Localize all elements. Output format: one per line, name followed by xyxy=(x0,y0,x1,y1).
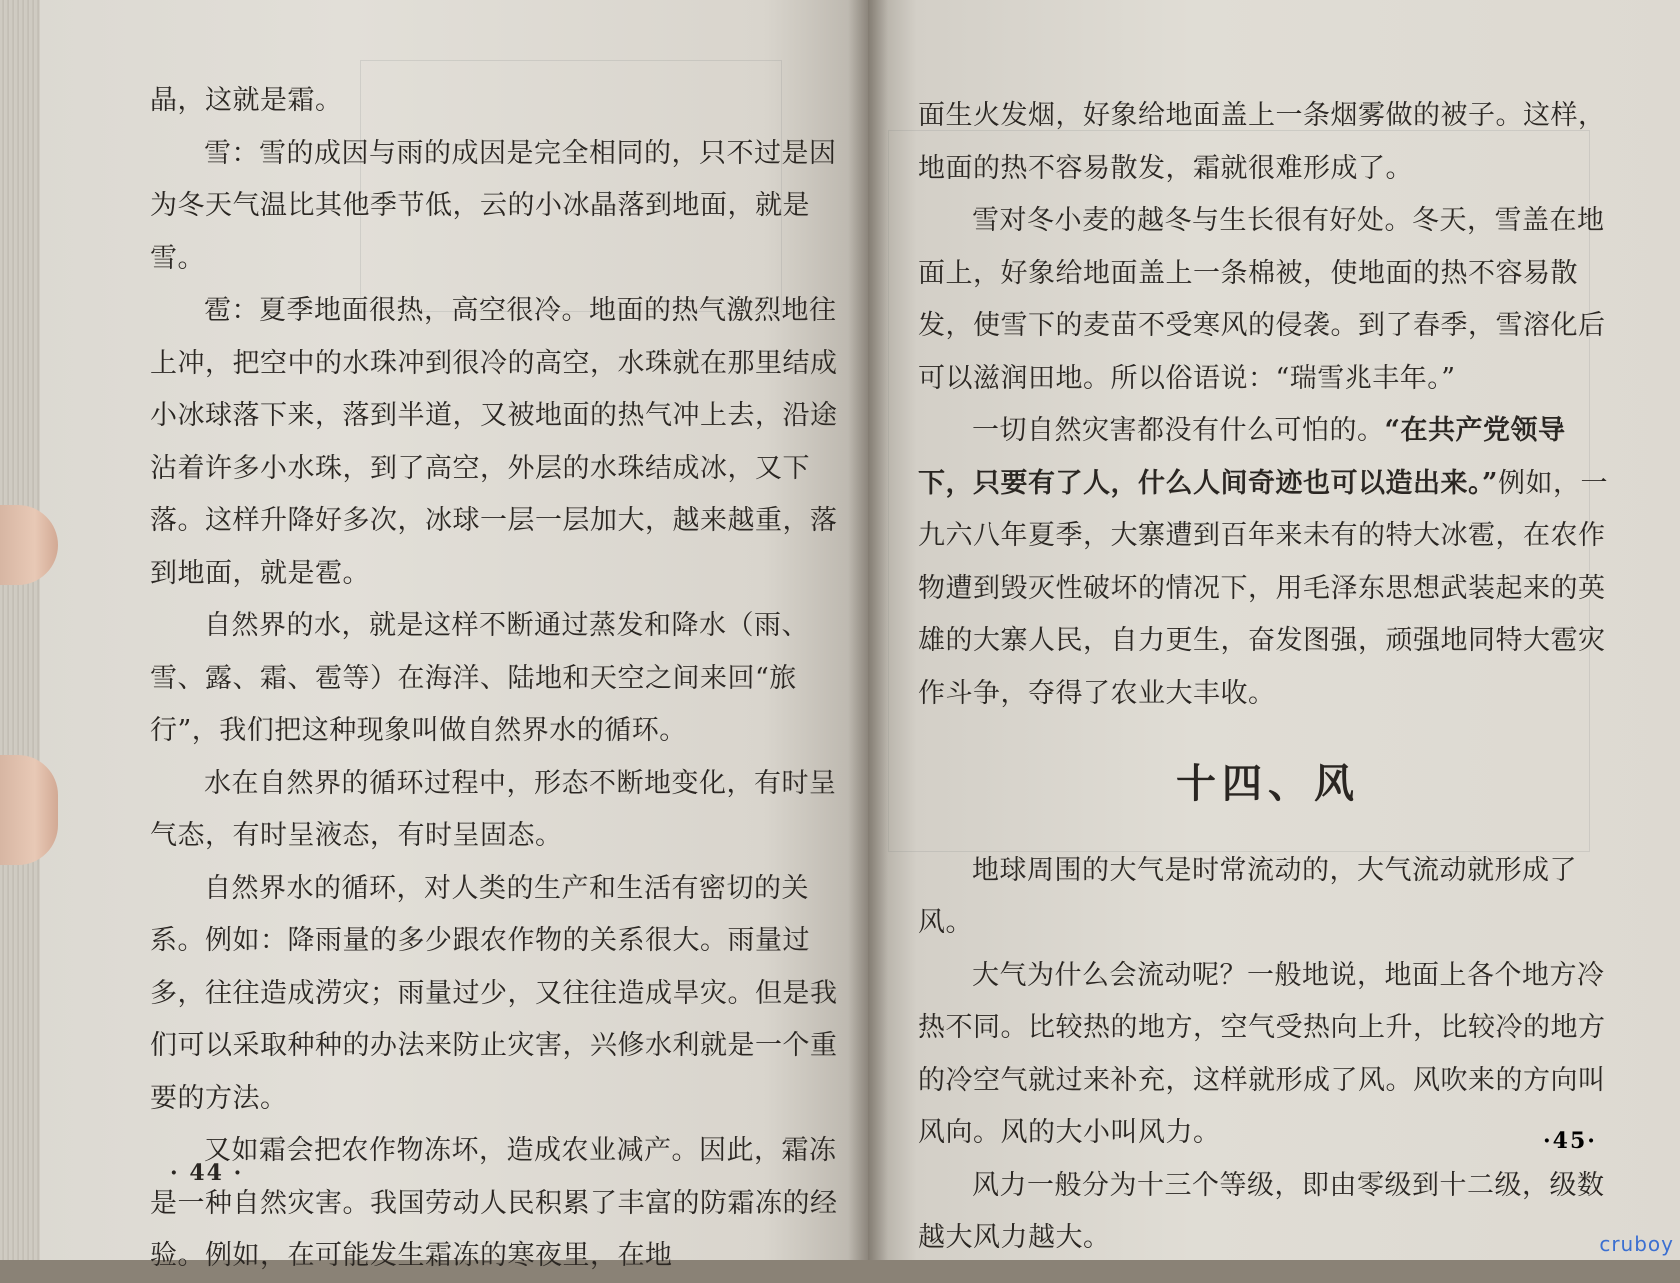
quote-after: 例如，一九六八年夏季，大寨遭到百年来未有的特大冰雹，在农作物遭到毁灭性破坏的情况下，用毛泽东思想武装起来的英雄的大寨人民，自力更生，奋发图强，顽强地同特大雹灾作斗争，夺得了农业大丰收。 xyxy=(918,467,1609,709)
quote-bold: “在共产党领导下，只要有了人，什么人间奇迹也可以造出来。” xyxy=(918,415,1566,499)
right-page-text xyxy=(918,90,1618,1265)
page-edges xyxy=(0,0,40,1260)
paragraph: 大气为什么会流动呢？一般地说，地面上各个地方冷热不同。比较热的地方，空气受热向上升，比较冷的地方的冷空气就过来补充，这样就形成了风。风吹来的方向叫风向。风的大小叫风力。 xyxy=(918,959,1606,1148)
right-page xyxy=(868,0,1680,1260)
watermark-text: cruboy xyxy=(1599,1232,1674,1256)
paragraph-quote xyxy=(918,405,1618,720)
paragraph: 晶，这就是霜。 xyxy=(150,85,343,116)
page-number: ·45· xyxy=(1543,1128,1597,1154)
finger xyxy=(0,755,58,865)
paragraph: 水在自然界的循环过程中，形态不断地变化，有时呈气态，有时呈液态，有时呈固态。 xyxy=(150,767,837,851)
chapter-title: 十四、风 xyxy=(1176,760,1360,807)
paragraph: 雹：夏季地面很热，高空很冷。地面的热气激烈地往上冲，把空中的水珠冲到很冷的高空，水珠就在那里结成小冰球落下来，落到半道，又被地面的热气冲上去，沿途沾着许多小水珠，到了高空，外层的水珠结成冰，又下落。这样升降好多次，冰球一层一层加大，越来越重，落到地面，就是雹。 xyxy=(150,295,838,589)
paragraph: 自然界水的循环，对人类的生产和生活有密切的关系。例如：降雨量的多少跟农作物的关系很大。雨量过多，往往造成涝灾；雨量过少，又往往造成旱灾。但是我们可以采取种种的办法来防止灾害，兴修水利就是一个重要的方法。 xyxy=(150,872,838,1114)
paragraph: 雪对冬小麦的越冬与生长很有好处。冬天，雪盖在地面上，好象给地面盖上一条棉被，使地面的热不容易散发，使雪下的麦苗不受寒风的侵袭。到了春季，雪溶化后可以滋润田地。所以俗语说：“瑞雪兆丰年。” xyxy=(918,205,1606,394)
paragraph: 又如霜会把农作物冻坏，造成农业减产。因此，霜冻是一种自然灾害。我国劳动人民积累了丰富的防霜冻的经验。例如，在可能发生霜冻的寒夜里，在地 xyxy=(150,1135,838,1271)
book-gutter xyxy=(848,0,888,1260)
paragraph: 自然界的水，就是这样不断通过蒸发和降水（雨、雪、露、霜、雹等）在海洋、陆地和天空之间来回“旅行”，我们把这种现象叫做自然界水的循环。 xyxy=(150,610,809,746)
page-number: · 44 · xyxy=(170,1160,244,1186)
paragraph: 雪：雪的成因与雨的成因是完全相同的，只不过是因为冬天气温比其他季节低，云的小冰晶落到地面，就是雪。 xyxy=(150,137,837,274)
paragraph: 风力一般分为十三个等级，即由零级到十二级，级数越大风力越大。 xyxy=(918,1169,1605,1253)
paragraph: 面生火发烟，好象给地面盖上一条烟雾做的被子。这样，地面的热不容易散发，霜就很难形成了。 xyxy=(918,100,1606,184)
paragraph: 地球周围的大气是时常流动的，大气流动就形成了风。 xyxy=(918,854,1577,938)
quote-lead: 一切自然灾害都没有什么可怕的。 xyxy=(972,415,1385,446)
left-page-text xyxy=(150,75,850,1283)
